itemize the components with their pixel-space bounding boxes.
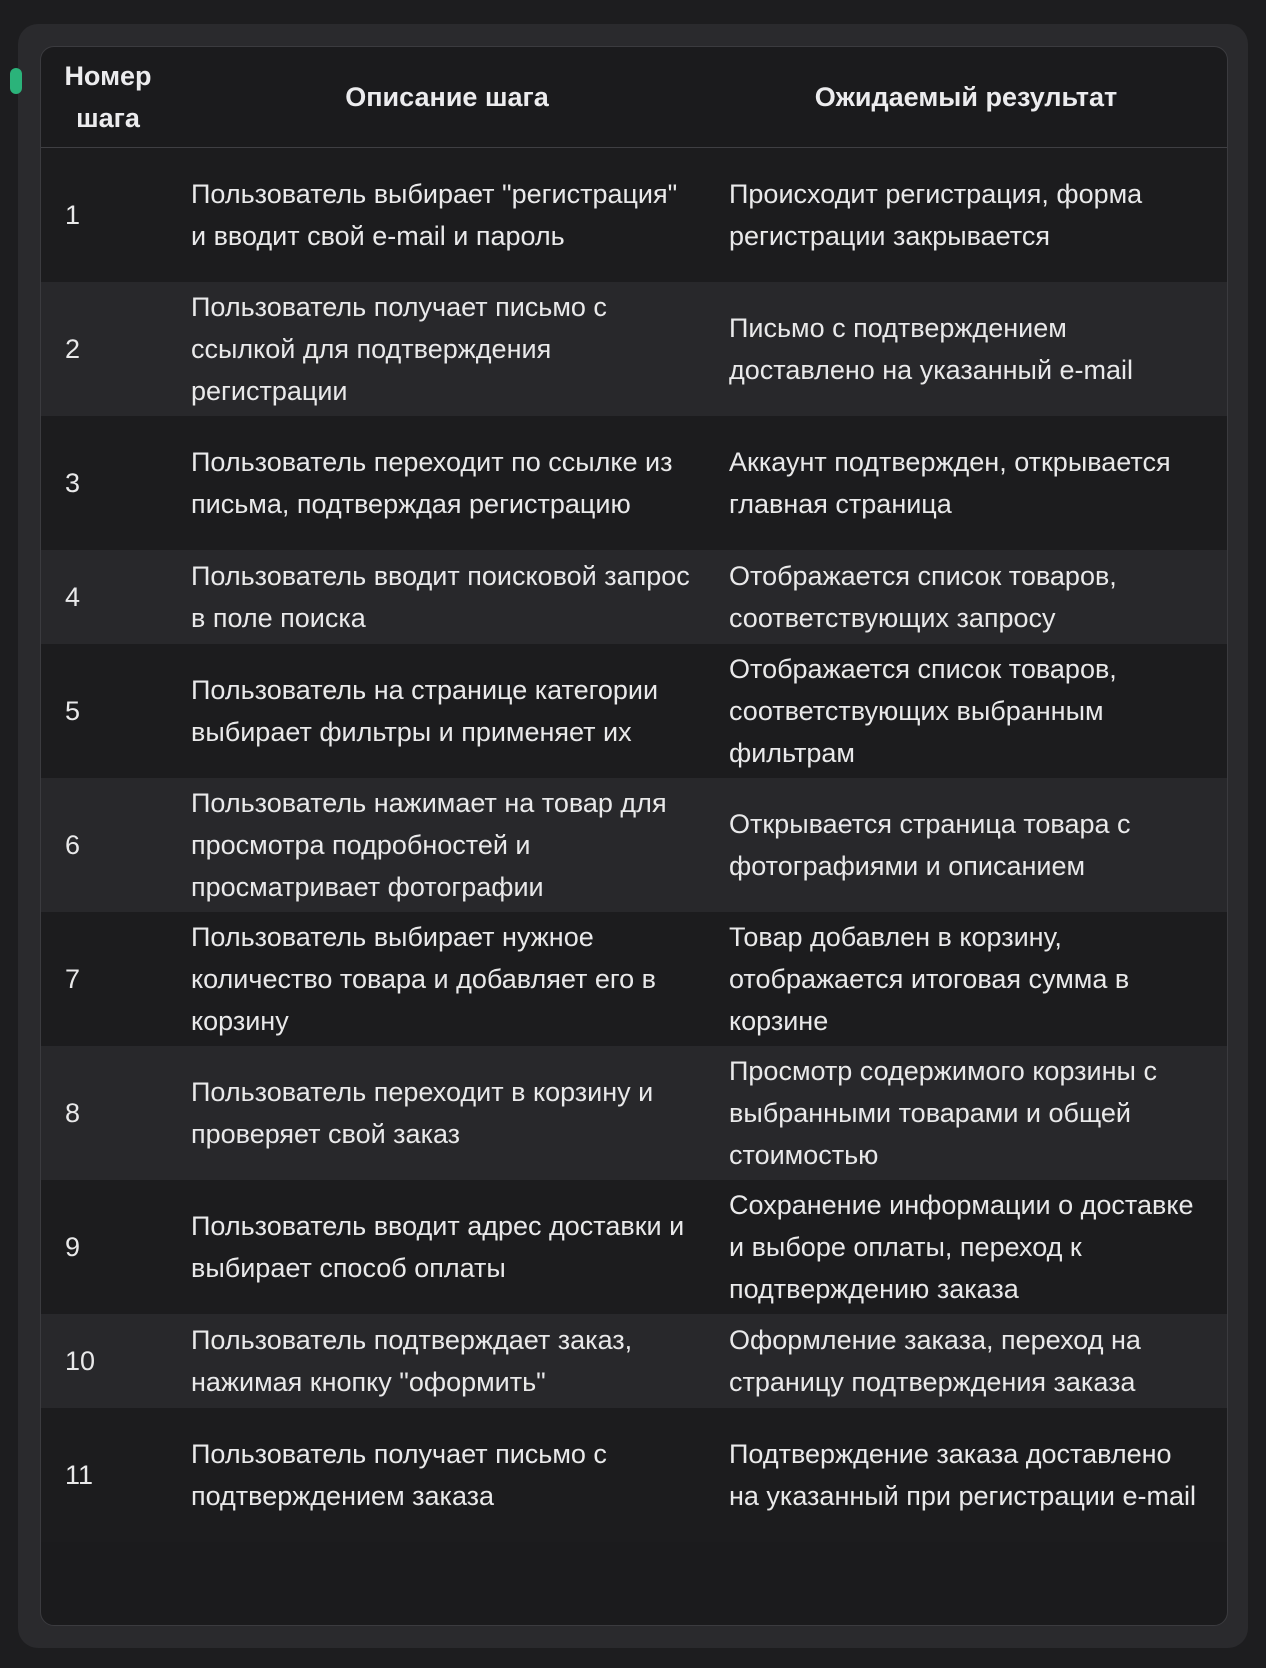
expected-result-cell: Письмо с подтверждением доставлено на указанный e-mail <box>729 312 1134 385</box>
expected-result-cell: Оформление заказа, переход на страницу подтверждения заказа <box>729 1324 1141 1397</box>
table-row <box>41 1314 1227 1408</box>
step-description-cell: Пользователь получает письмо с подтверждением заказа <box>191 1438 607 1511</box>
step-number-cell: 6 <box>65 829 81 860</box>
step-number-cell: 7 <box>65 963 81 994</box>
table-row <box>41 912 1227 1046</box>
expected-result-cell: Аккаунт подтвержден, открывается главная страница <box>729 446 1171 519</box>
expected-result-cell: Отображается список товаров, соответствующих выбранным фильтрам <box>729 653 1117 768</box>
table-row <box>41 1408 1227 1542</box>
table-row <box>41 550 1227 644</box>
status-indicator <box>10 68 22 94</box>
table-row <box>41 282 1227 416</box>
step-number-cell: 2 <box>65 333 81 364</box>
step-number-cell: 10 <box>65 1345 96 1376</box>
step-description-cell: Пользователь получает письмо с ссылкой для подтверждения регистрации <box>191 291 607 406</box>
expected-result-cell: Товар добавлен в корзину, отображается итоговая сумма в корзине <box>729 921 1130 1036</box>
step-number-cell: 5 <box>65 695 81 726</box>
step-description-cell: Пользователь на странице категории выбирает фильтры и применяет их <box>191 674 659 747</box>
header-step-description: Описание шага <box>189 47 705 148</box>
step-number-cell: 4 <box>65 581 81 612</box>
expected-result-cell: Просмотр содержимого корзины с выбранными товарами и общей стоимостью <box>729 1055 1157 1170</box>
step-description-cell: Пользователь переходит по ссылке из письма, подтверждая регистрацию <box>191 446 673 519</box>
table-row <box>41 1046 1227 1180</box>
step-description-cell: Пользователь вводит поисковой запрос в поле поиска <box>191 560 690 633</box>
step-description-cell: Пользователь выбирает "регистрация" и вводит свой e-mail и пароль <box>191 178 678 251</box>
step-description-cell: Пользователь вводит адрес доставки и выбирает способ оплаты <box>191 1210 685 1283</box>
header-expected-result: Ожидаемый результат <box>705 47 1227 148</box>
header-step-number: Номер шага <box>41 47 189 148</box>
step-number-cell: 1 <box>65 199 81 230</box>
table-header-row <box>41 47 1227 148</box>
table-row <box>41 416 1227 550</box>
step-description-cell: Пользователь нажимает на товар для просмотра подробностей и просматривает фотографии <box>191 787 667 902</box>
step-number-cell: 9 <box>65 1231 81 1262</box>
step-description-cell: Пользователь переходит в корзину и проверяет свой заказ <box>191 1076 654 1149</box>
step-number-cell: 8 <box>65 1097 81 1128</box>
step-description-cell: Пользователь подтверждает заказ, нажимая кнопку "оформить" <box>191 1324 633 1397</box>
step-number-cell: 11 <box>65 1459 94 1490</box>
expected-result-cell: Открывается страница товара с фотографиями и описанием <box>729 808 1131 881</box>
step-description-cell: Пользователь выбирает нужное количество товара и добавляет его в корзину <box>191 921 656 1036</box>
test-steps-table-container <box>40 46 1228 1626</box>
table-row <box>41 644 1227 778</box>
expected-result-cell: Происходит регистрация, форма регистрации закрывается <box>729 178 1143 251</box>
expected-result-cell: Отображается список товаров, соответствующих запросу <box>729 560 1117 633</box>
table-row <box>41 1180 1227 1314</box>
test-steps-table <box>41 47 1227 1542</box>
table-row <box>41 778 1227 912</box>
table-row <box>41 148 1227 282</box>
step-number-cell: 3 <box>65 467 81 498</box>
expected-result-cell: Подтверждение заказа доставлено на указанный при регистрации e-mail <box>729 1438 1196 1511</box>
expected-result-cell: Сохранение информации о доставке и выборе оплаты, переход к подтверждению заказа <box>729 1189 1194 1304</box>
